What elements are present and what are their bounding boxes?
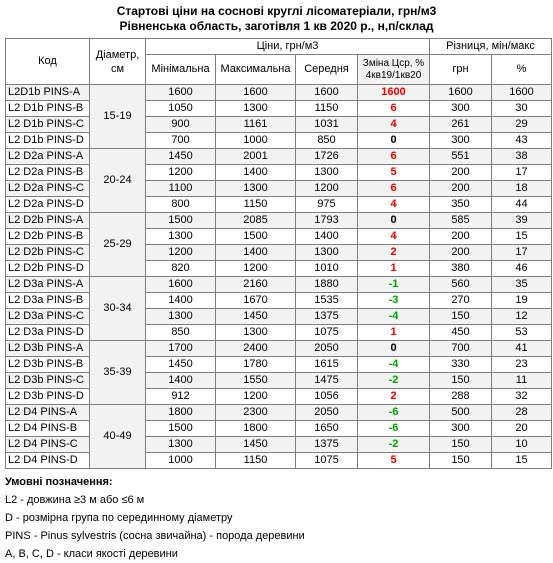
header-code: Код xyxy=(6,39,90,85)
cell-code: L2 D3a PINS-C xyxy=(6,309,90,325)
cell-change xyxy=(358,341,430,357)
cell-diff-uah: 200 xyxy=(430,245,492,261)
cell-avg: 850 xyxy=(296,133,358,149)
cell-code: L2 D1b PINS-C xyxy=(6,117,90,133)
change-value: 4 xyxy=(390,118,397,130)
cell-min: 700 xyxy=(146,133,216,149)
cell-change xyxy=(358,101,430,117)
cell-change xyxy=(358,357,430,373)
table-row xyxy=(6,245,552,261)
change-value: 6 xyxy=(390,182,397,194)
header-diff: Різниця, мін/макс xyxy=(430,39,552,55)
cell-min: 1300 xyxy=(146,437,216,453)
legend-notes xyxy=(5,473,553,563)
cell-max: 1800 xyxy=(216,421,296,437)
table-row xyxy=(6,453,552,469)
cell-diff-uah: 300 xyxy=(430,421,492,437)
cell-code: L2D1b PINS-A xyxy=(6,85,90,101)
header-change xyxy=(358,55,430,85)
cell-diff-pct: 20 xyxy=(492,421,552,437)
note-line: PINS - Pinus sylvestris (сосна звичайна) - порода деревини xyxy=(5,530,305,542)
cell-diameter: 35-39 xyxy=(90,341,146,405)
cell-max: 1300 xyxy=(216,101,296,117)
cell-diff-pct: 23 xyxy=(492,357,552,373)
cell-min: 1400 xyxy=(146,293,216,309)
change-value: -4 xyxy=(388,358,399,370)
cell-diff-uah: 288 xyxy=(430,389,492,405)
cell-max: 2300 xyxy=(216,405,296,421)
cell-change xyxy=(358,293,430,309)
cell-avg: 975 xyxy=(296,197,358,213)
cell-code: L2 D4 PINS-B xyxy=(6,421,90,437)
cell-code: L2 D2a PINS-C xyxy=(6,181,90,197)
cell-diameter: 30-34 xyxy=(90,277,146,341)
cell-change xyxy=(358,373,430,389)
cell-change xyxy=(358,389,430,405)
cell-diff-pct: 30 xyxy=(492,101,552,117)
cell-code: L2 D3b PINS-D xyxy=(6,389,90,405)
cell-code: L2 D4 PINS-C xyxy=(6,437,90,453)
table-row xyxy=(6,405,552,421)
cell-code: L2 D2a PINS-A xyxy=(6,149,90,165)
change-value: 5 xyxy=(390,166,397,178)
cell-diff-uah: 150 xyxy=(430,309,492,325)
cell-diff-uah: 500 xyxy=(430,405,492,421)
change-value: -4 xyxy=(388,310,399,322)
cell-diff-uah: 150 xyxy=(430,373,492,389)
cell-avg: 1375 xyxy=(296,437,358,453)
change-value: 0 xyxy=(390,214,397,226)
table-row xyxy=(6,101,552,117)
cell-avg: 1075 xyxy=(296,453,358,469)
cell-diff-uah: 150 xyxy=(430,453,492,469)
cell-avg: 1400 xyxy=(296,229,358,245)
cell-diameter: 15-19 xyxy=(90,85,146,149)
cell-diff-pct: 15 xyxy=(492,453,552,469)
change-value: -2 xyxy=(388,374,399,386)
cell-min: 1200 xyxy=(146,245,216,261)
note-line: A, B, C, D - класи якості деревини xyxy=(5,548,178,560)
price-table xyxy=(5,38,552,469)
cell-avg: 1600 xyxy=(296,85,358,101)
cell-change xyxy=(358,453,430,469)
table-row xyxy=(6,133,552,149)
cell-code: L2 D1b PINS-D xyxy=(6,133,90,149)
cell-min: 1450 xyxy=(146,149,216,165)
cell-max: 1450 xyxy=(216,309,296,325)
cell-code: L2 D3a PINS-A xyxy=(6,277,90,293)
cell-change xyxy=(358,437,430,453)
change-value: 0 xyxy=(390,134,397,146)
cell-diff-uah: 551 xyxy=(430,149,492,165)
table-row xyxy=(6,325,552,341)
cell-code: L2 D2a PINS-B xyxy=(6,165,90,181)
cell-change xyxy=(358,325,430,341)
cell-change xyxy=(358,261,430,277)
change-value: 1 xyxy=(390,326,397,338)
cell-min: 1300 xyxy=(146,229,216,245)
cell-min: 1600 xyxy=(146,85,216,101)
cell-avg: 1300 xyxy=(296,245,358,261)
cell-diff-pct: 10 xyxy=(492,437,552,453)
table-row xyxy=(6,309,552,325)
change-value: 2 xyxy=(390,390,397,402)
cell-change xyxy=(358,149,430,165)
table-row xyxy=(6,373,552,389)
cell-avg: 1615 xyxy=(296,357,358,373)
table-row xyxy=(6,389,552,405)
cell-change xyxy=(358,309,430,325)
cell-change xyxy=(358,197,430,213)
table-row xyxy=(6,181,552,197)
cell-avg: 1056 xyxy=(296,389,358,405)
table-row xyxy=(6,341,552,357)
cell-diff-uah: 261 xyxy=(430,117,492,133)
cell-min: 1500 xyxy=(146,421,216,437)
cell-max: 1500 xyxy=(216,229,296,245)
header-uah: грн xyxy=(430,55,492,85)
cell-code: L2 D2b PINS-B xyxy=(6,229,90,245)
cell-avg: 1031 xyxy=(296,117,358,133)
cell-change xyxy=(358,277,430,293)
cell-min: 900 xyxy=(146,117,216,133)
cell-max: 1670 xyxy=(216,293,296,309)
change-value: -6 xyxy=(388,422,399,434)
cell-max: 1300 xyxy=(216,181,296,197)
table-row xyxy=(6,213,552,229)
cell-max: 2160 xyxy=(216,277,296,293)
header-diameter-label: Діаметр, см xyxy=(95,48,140,75)
cell-avg: 1150 xyxy=(296,101,358,117)
cell-code: L2 D3b PINS-A xyxy=(6,341,90,357)
change-value: 1600 xyxy=(381,86,406,98)
cell-change xyxy=(358,165,430,181)
cell-max: 1600 xyxy=(216,85,296,101)
cell-diff-uah: 200 xyxy=(430,229,492,245)
cell-change xyxy=(358,117,430,133)
change-value: 1 xyxy=(390,262,397,274)
cell-diff-uah: 150 xyxy=(430,437,492,453)
cell-code: L2 D3b PINS-B xyxy=(6,357,90,373)
cell-diff-uah: 585 xyxy=(430,213,492,229)
cell-diff-pct: 32 xyxy=(492,389,552,405)
cell-diff-uah: 350 xyxy=(430,197,492,213)
cell-diff-uah: 200 xyxy=(430,181,492,197)
cell-max: 1300 xyxy=(216,325,296,341)
cell-max: 1400 xyxy=(216,165,296,181)
cell-min: 1200 xyxy=(146,165,216,181)
cell-code: L2 D2b PINS-A xyxy=(6,213,90,229)
cell-avg: 1650 xyxy=(296,421,358,437)
cell-code: L2 D4 PINS-D xyxy=(6,453,90,469)
cell-diff-pct: 41 xyxy=(492,341,552,357)
cell-change xyxy=(358,213,430,229)
cell-max: 1780 xyxy=(216,357,296,373)
header-change-label: Зміна Цср, % xyxy=(362,57,425,69)
header-max: Максимальна xyxy=(216,55,296,85)
cell-diff-pct: 35 xyxy=(492,277,552,293)
table-row xyxy=(6,229,552,245)
table-row xyxy=(6,421,552,437)
change-value: 4 xyxy=(390,198,397,210)
title-line-1: Стартові ціни на соснові круглі лісоматеріали, грн/м3 xyxy=(116,4,437,18)
cell-max: 1150 xyxy=(216,453,296,469)
change-value: 2 xyxy=(390,246,397,258)
notes-title: Умовні позначення: xyxy=(5,476,113,488)
cell-change xyxy=(358,133,430,149)
cell-min: 1300 xyxy=(146,309,216,325)
cell-diff-pct: 39 xyxy=(492,213,552,229)
cell-diff-uah: 300 xyxy=(430,101,492,117)
cell-change xyxy=(358,85,430,101)
cell-diff-pct: 17 xyxy=(492,245,552,261)
cell-avg: 1535 xyxy=(296,293,358,309)
cell-diff-pct: 17 xyxy=(492,165,552,181)
cell-avg: 1010 xyxy=(296,261,358,277)
change-value: 0 xyxy=(390,342,397,354)
cell-min: 850 xyxy=(146,325,216,341)
cell-min: 1400 xyxy=(146,373,216,389)
cell-min: 1700 xyxy=(146,341,216,357)
cell-change xyxy=(358,421,430,437)
table-row xyxy=(6,357,552,373)
title-line-2: Рівненська область, заготівля 1 кв 2020 р., н,п/склад xyxy=(119,19,434,33)
cell-change xyxy=(358,181,430,197)
cell-max: 1450 xyxy=(216,437,296,453)
cell-diff-pct: 1600 xyxy=(492,85,552,101)
table-row xyxy=(6,117,552,133)
cell-max: 1400 xyxy=(216,245,296,261)
cell-max: 1150 xyxy=(216,197,296,213)
cell-min: 800 xyxy=(146,197,216,213)
cell-diff-uah: 450 xyxy=(430,325,492,341)
table-row xyxy=(6,165,552,181)
cell-diff-pct: 29 xyxy=(492,117,552,133)
cell-diff-pct: 44 xyxy=(492,197,552,213)
cell-diff-pct: 12 xyxy=(492,309,552,325)
cell-diff-uah: 200 xyxy=(430,165,492,181)
cell-diff-uah: 300 xyxy=(430,133,492,149)
cell-diff-uah: 330 xyxy=(430,357,492,373)
cell-diff-uah: 560 xyxy=(430,277,492,293)
header-pct: % xyxy=(492,55,552,85)
header-prices: Ціни, грн/м3 xyxy=(146,39,430,55)
change-value: -1 xyxy=(388,278,399,290)
cell-avg: 1475 xyxy=(296,373,358,389)
cell-diff-pct: 43 xyxy=(492,133,552,149)
cell-code: L2 D2a PINS-D xyxy=(6,197,90,213)
cell-diameter: 25-29 xyxy=(90,213,146,277)
cell-avg: 1375 xyxy=(296,309,358,325)
cell-change xyxy=(358,245,430,261)
cell-diff-pct: 38 xyxy=(492,149,552,165)
change-value: 4 xyxy=(390,230,397,242)
header-diameter xyxy=(90,39,146,85)
cell-max: 1161 xyxy=(216,117,296,133)
cell-diff-uah: 1600 xyxy=(430,85,492,101)
cell-diff-uah: 700 xyxy=(430,341,492,357)
cell-avg: 2050 xyxy=(296,405,358,421)
cell-diff-pct: 11 xyxy=(492,373,552,389)
report-title xyxy=(0,0,553,34)
cell-avg: 1880 xyxy=(296,277,358,293)
cell-diff-pct: 19 xyxy=(492,293,552,309)
cell-min: 1600 xyxy=(146,277,216,293)
cell-max: 1000 xyxy=(216,133,296,149)
cell-avg: 1793 xyxy=(296,213,358,229)
cell-max: 2400 xyxy=(216,341,296,357)
cell-avg: 1200 xyxy=(296,181,358,197)
cell-diameter: 40-49 xyxy=(90,405,146,469)
cell-avg: 1726 xyxy=(296,149,358,165)
cell-code: L2 D1b PINS-B xyxy=(6,101,90,117)
cell-diff-pct: 53 xyxy=(492,325,552,341)
table-row xyxy=(6,85,552,101)
table-row xyxy=(6,437,552,453)
cell-min: 1100 xyxy=(146,181,216,197)
cell-code: L2 D3a PINS-D xyxy=(6,325,90,341)
price-table-body xyxy=(6,85,552,469)
note-line: D - розмірна група по серединному діаметру xyxy=(5,512,233,524)
cell-diff-uah: 270 xyxy=(430,293,492,309)
cell-min: 1500 xyxy=(146,213,216,229)
header-change-sub: 4кв19/1кв20 xyxy=(365,69,422,81)
cell-max: 1550 xyxy=(216,373,296,389)
cell-code: L2 D4 PINS-A xyxy=(6,405,90,421)
cell-avg: 2050 xyxy=(296,341,358,357)
change-value: -3 xyxy=(388,294,399,306)
header-avg: Середня xyxy=(296,55,358,85)
change-value: -6 xyxy=(388,406,399,418)
change-value: 5 xyxy=(390,454,397,466)
cell-diff-pct: 18 xyxy=(492,181,552,197)
table-row xyxy=(6,277,552,293)
table-row xyxy=(6,261,552,277)
table-row xyxy=(6,149,552,165)
cell-change xyxy=(358,229,430,245)
cell-min: 1000 xyxy=(146,453,216,469)
cell-min: 820 xyxy=(146,261,216,277)
cell-avg: 1075 xyxy=(296,325,358,341)
cell-min: 1450 xyxy=(146,357,216,373)
cell-max: 2001 xyxy=(216,149,296,165)
cell-diff-pct: 28 xyxy=(492,405,552,421)
cell-diff-pct: 46 xyxy=(492,261,552,277)
cell-diff-uah: 380 xyxy=(430,261,492,277)
cell-code: L2 D2b PINS-C xyxy=(6,245,90,261)
header-min: Мінімальна xyxy=(146,55,216,85)
cell-min: 1050 xyxy=(146,101,216,117)
cell-code: L2 D3a PINS-B xyxy=(6,293,90,309)
table-row xyxy=(6,197,552,213)
cell-diff-pct: 15 xyxy=(492,229,552,245)
cell-max: 1200 xyxy=(216,389,296,405)
cell-diameter: 20-24 xyxy=(90,149,146,213)
cell-max: 1200 xyxy=(216,261,296,277)
cell-code: L2 D3b PINS-C xyxy=(6,373,90,389)
change-value: 6 xyxy=(390,150,397,162)
cell-min: 1800 xyxy=(146,405,216,421)
change-value: -2 xyxy=(388,438,399,450)
change-value: 6 xyxy=(390,102,397,114)
cell-max: 2085 xyxy=(216,213,296,229)
cell-avg: 1300 xyxy=(296,165,358,181)
cell-min: 912 xyxy=(146,389,216,405)
table-row xyxy=(6,293,552,309)
note-line: L2 - довжина ≥3 м або ≤6 м xyxy=(5,494,145,506)
cell-code: L2 D2b PINS-D xyxy=(6,261,90,277)
cell-change xyxy=(358,405,430,421)
